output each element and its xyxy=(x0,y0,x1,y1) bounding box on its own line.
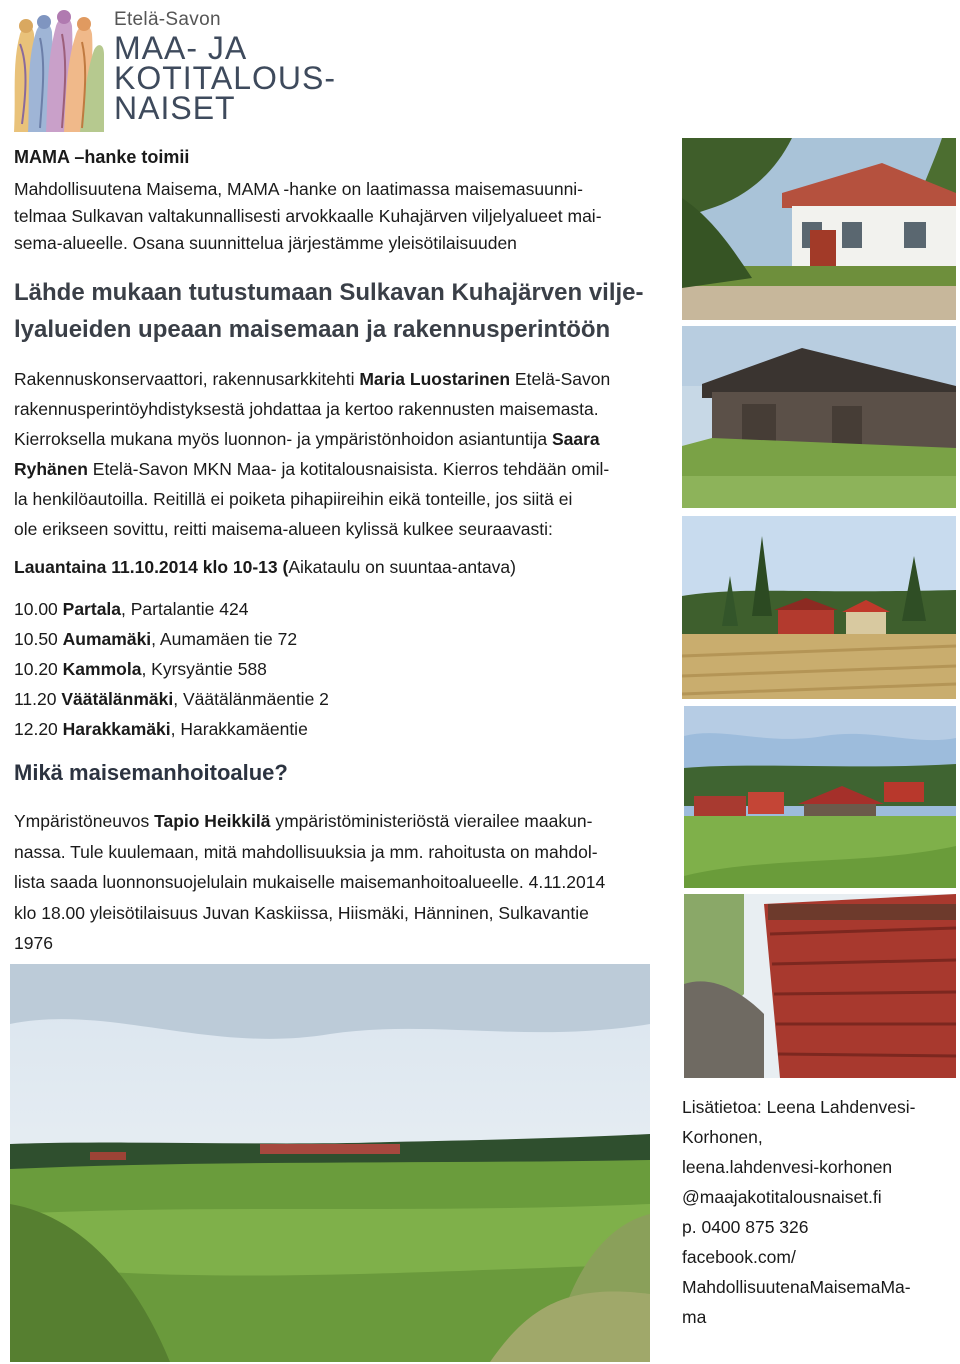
section-heading-landscape: Mikä maisemanhoitoalue? xyxy=(14,760,288,785)
text-run: ympäristöministeriöstä vierailee maakun- xyxy=(270,811,593,831)
logo-line-1: Etelä-Savon xyxy=(114,9,221,30)
intro-line: Mahdollisuutena Maisema, MAMA -hanke on laatimassa maisemasuunni- xyxy=(14,179,584,199)
paragraph-line: nassa. Tule kuulemaan, mitä mahdollisuuksia ja mm. rahoitusta on mahdol- xyxy=(14,841,598,862)
stop-time: 10.50 xyxy=(14,629,63,649)
logo-line-3: KOTITALOUS- xyxy=(114,60,336,96)
organization-logo xyxy=(6,2,336,132)
stop-place: Partala xyxy=(62,599,122,619)
stop-place: Aumamäki xyxy=(62,629,152,649)
paragraph-line: rakennusperintöyhdistyksestä johdattaa ja kertoo rakennusten maisemasta. xyxy=(14,399,599,419)
route-stop xyxy=(14,684,664,714)
stop-time: 10.20 xyxy=(14,659,63,679)
route-stop xyxy=(14,654,664,684)
stop-address: , Kyrsyäntie 588 xyxy=(141,659,267,679)
text-run: Rakennuskonservaattori, rakennusarkkitehti xyxy=(14,369,360,389)
stop-place: Kammola xyxy=(62,659,142,679)
contact-info xyxy=(682,1092,952,1332)
paragraph-line: lista saada luonnonsuojelulain mukaiselle maisemanhoitoalueelle. 4.11.2014 xyxy=(14,872,606,892)
stop-time: 12.20 xyxy=(14,719,63,739)
paragraph-line xyxy=(14,364,664,394)
stop-address: , Harakkamäentie xyxy=(170,719,308,739)
contact-line: Lisätietoa: Leena Lahdenvesi- xyxy=(682,1097,916,1117)
route-stops-list xyxy=(14,594,664,744)
contact-phone: p. 0400 875 326 xyxy=(682,1217,809,1237)
headline-line-1: Lähde mukaan tutustumaan Sulkavan Kuhajärven vilje- xyxy=(14,279,644,306)
photo-white-house xyxy=(682,138,956,320)
stop-time: 11.20 xyxy=(14,689,62,709)
schedule-date xyxy=(14,554,664,580)
guide-name: Maria Luostarinen xyxy=(359,369,511,389)
facebook-link[interactable]: MahdollisuutenaMaisemaMa- xyxy=(682,1277,911,1297)
route-stop xyxy=(14,714,664,744)
stop-place: Harakkamäki xyxy=(62,719,171,739)
contact-line: Korhonen, xyxy=(682,1127,763,1147)
guide-paragraph xyxy=(14,364,664,544)
logo-line-4: NAISET xyxy=(114,90,236,126)
stop-place: Väätälänmäki xyxy=(61,689,174,709)
expert-name-first: Saara xyxy=(551,429,600,449)
stop-address: , Väätälänmäentie 2 xyxy=(173,689,329,709)
photo-red-barns-meadow xyxy=(684,706,956,888)
stop-address: , Partalantie 424 xyxy=(121,599,249,619)
paragraph-line: klo 18.00 yleisötilaisuus Juvan Kaskiissa, Hiismäki, Hänninen, Sulkavantie xyxy=(14,902,589,923)
contact-email-line[interactable]: leena.lahdenvesi-korhonen xyxy=(682,1157,893,1177)
event-headline xyxy=(14,274,654,348)
text-run: Kierroksella mukana myös luonnon- ja ympäristönhoidon asiantuntija xyxy=(14,429,552,449)
facebook-link[interactable]: facebook.com/ xyxy=(682,1247,796,1267)
paragraph-line: 1976 xyxy=(14,933,53,953)
intro-paragraph xyxy=(14,176,664,257)
stop-time: 10.00 xyxy=(14,599,63,619)
women-figures-logo-icon xyxy=(6,4,106,132)
paragraph-line xyxy=(14,424,664,454)
section-heading-mama: MAMA –hanke toimii xyxy=(14,147,190,167)
paragraph-line xyxy=(14,806,664,837)
stop-address: , Aumamäen tie 72 xyxy=(151,629,298,649)
facebook-link[interactable]: ma xyxy=(682,1307,707,1327)
paragraph-line: ole erikseen sovittu, reitti maisema-alueen kylissä kulkee seuraavasti: xyxy=(14,519,553,539)
paragraph-line xyxy=(14,454,664,484)
photo-wooden-barn xyxy=(682,326,956,508)
contact-email-line[interactable]: @maajakotitalousnaiset.fi xyxy=(682,1187,882,1207)
headline-line-2: lyalueiden upeaan maisemaan ja rakennusperintöön xyxy=(14,316,611,343)
photo-red-barn-wall xyxy=(684,894,956,1078)
route-stop xyxy=(14,594,664,624)
text-run: Etelä-Savon xyxy=(510,369,611,389)
date-bold: Lauantaina 11.10.2014 klo 10-13 ( xyxy=(14,557,289,577)
paragraph-line: la henkilöautoilla. Reitillä ei poiketa pihapiireihin eikä tonteille, jos siitä ei xyxy=(14,489,573,509)
route-stop xyxy=(14,624,664,654)
landscape-paragraph xyxy=(14,806,664,959)
logo-line-2: MAA- JA xyxy=(114,30,248,66)
photo-red-roofs-field xyxy=(682,516,956,699)
text-run: Ympäristöneuvos xyxy=(14,811,155,831)
text-run: Etelä-Savon MKN Maa- ja kotitalousnaisista. Kierros tehdään omil- xyxy=(87,459,610,479)
expert-name-last: Ryhänen xyxy=(14,459,88,479)
intro-line: telmaa Sulkavan valtakunnallisesti arvokkaalle Kuhajärven viljelyalueet mai- xyxy=(14,206,602,226)
speaker-name: Tapio Heikkilä xyxy=(154,811,271,831)
intro-line: sema-alueelle. Osana suunnittelua järjestämme yleisötilaisuuden xyxy=(14,233,517,253)
photo-kuhajarvi-landscape xyxy=(10,964,650,1362)
date-note: Aikataulu on suuntaa-antava) xyxy=(288,557,516,577)
